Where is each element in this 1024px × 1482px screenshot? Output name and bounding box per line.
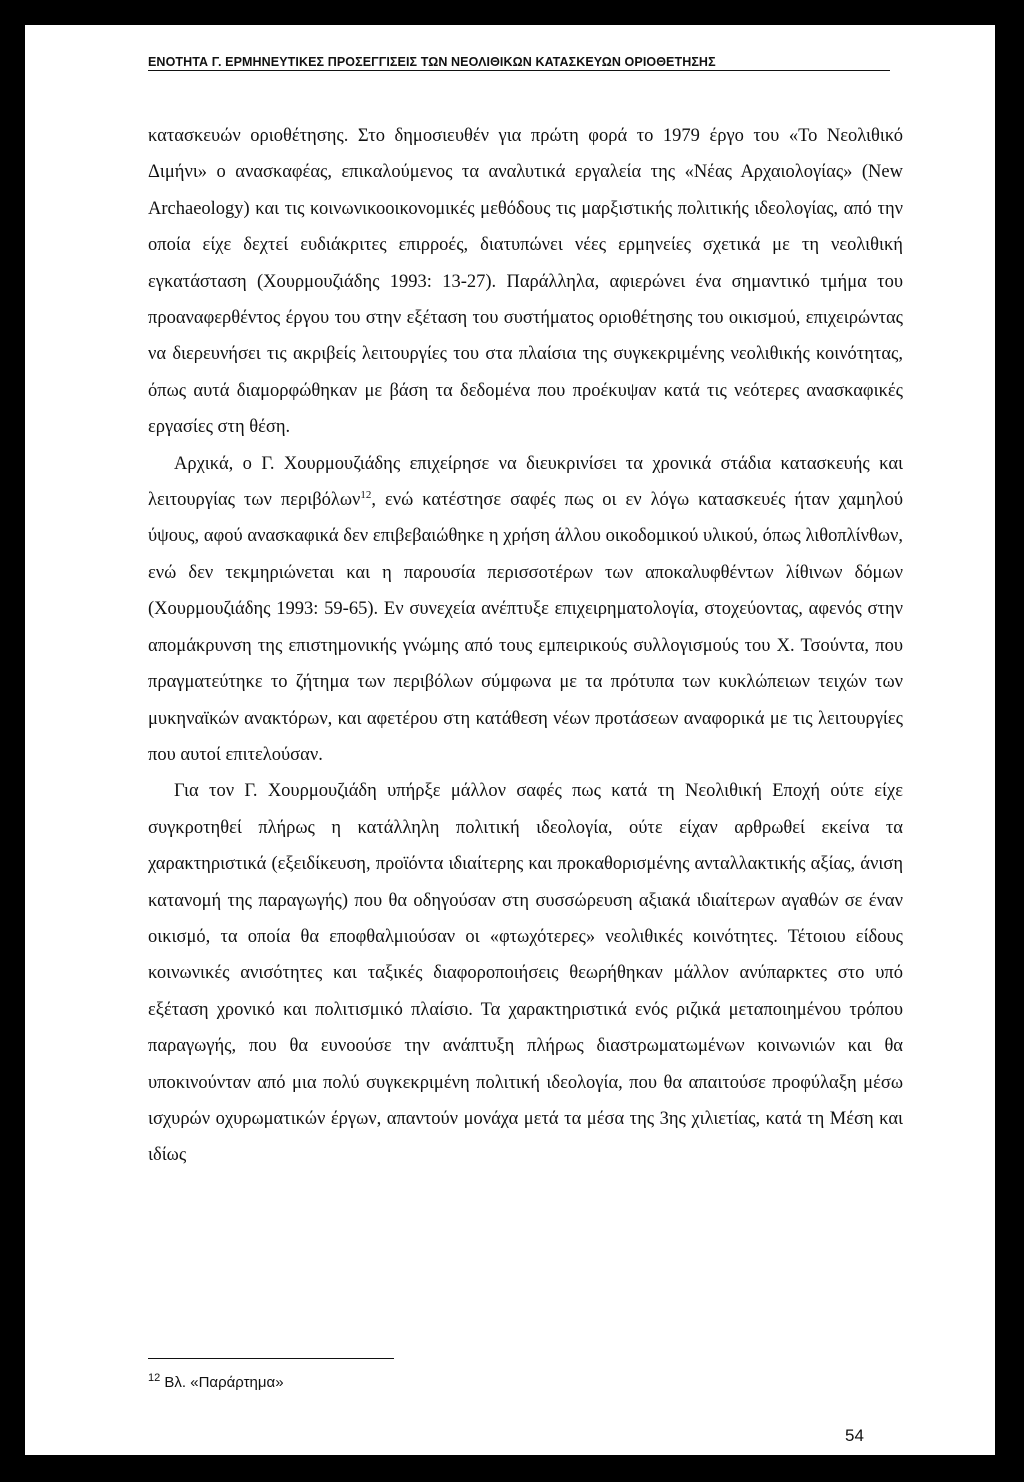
footnote-reference[interactable]: 12 [360,488,372,501]
paragraph-text: Αρχικά, ο Γ. Χουρμουζιάδης επιχείρησε να διευκρινίσει τα χρονικά στάδια κατασκευής και λειτουργίας των περιβόλων [148,453,903,511]
paragraph: κατασκευών οριοθέτησης. Στο δημοσιευθέν για πρώτη φορά το 1979 έργο του «Το Νεολιθικό Διμήνι» ο ανασκαφέας, επικαλούμενος τα αναλυτικά εργαλεία της «Νέας Αρχαιολογίας» (New Archaeology) και τις κοινωνικοοικονομικές μεθόδους τις μαρξιστικής πολιτικής ιδεολογίας, από την οποία είχε δεχτεί ευδιάκριτες επιρροές, διατυπώνει νέες ερμηνείες σχετικά με τη νεολιθική εγκατάσταση (Χουρμουζιάδης 1993: 13-27). Παράλληλα, αφιερώνει ένα σημαντικό τμήμα του προαναφερθέντος έργου του στην εξέταση του συστήματος οριοθέτησης του οικισμού, επιχειρώντας να διερευνήσει τις ακριβείς λειτουργίες του στα πλαίσια της συγκεκριμένης νεολιθικής κοινότητας, όπως αυτά διαμορφώθηκαν με βάση τα δεδομένα που προέκυψαν κατά τις νεότερες ανασκαφικές εργασίες στη θέση. [148,126,903,438]
footnote [148,1374,284,1391]
page-number: 54 [845,1426,864,1445]
paragraph [148,446,903,774]
paragraph: Για τον Γ. Χουρμουζιάδη υπήρξε μάλλον σαφές πως κατά τη Νεολιθική Εποχή ούτε είχε συγκροτηθεί πλήρως η κατάλληλη πολιτική ιδεολογία, ούτε είχαν αρθρωθεί εκείνα τα χαρακτηριστικά (εξειδίκευση, προϊόντα ιδιαίτερης και προκαθορισμένης ανταλλακτικής αξίας, άνιση κατανομή της παραγωγής) που θα οδηγούσαν στη συσσώρευση αξιακά ιδιαίτερων αγαθών σε έναν οικισμό, τα οποία θα εποφθαλμιούσαν οι «φτωχότερες» νεολιθικές κοινότητες. Τέτοιου είδους κοινωνικές ανισότητες και ταξικές διαφοροποιήσεις θεωρήθηκαν μάλλον ανύπαρκτες στο υπό εξέταση χρονικό και πολιτισμικό πλαίσιο. Τα χαρακτηριστικά ενός ριζικά μεταποιημένου τρόπου παραγωγής, που θα ευνοούσε την ανάπτυξη πλήρως διαστρωματωμένων κοινωνιών και θα υποκινούνταν από μια πολύ συγκεκριμένη πολιτική ιδεολογία, που θα απαιτούσε προφύλαξη μέσω ισχυρών οχυρωματικών έργων, απαντούν μονάχα μετά τα μέσα της 3ης χιλιετίας, κατά τη Μέση και ιδίως [148,781,903,1166]
footnote-separator [148,1358,394,1359]
footnote-number: 12 [148,1372,161,1384]
section-header: ΕΝΟΤΗΤΑ Γ. ΕΡΜΗΝΕΥΤΙΚΕΣ ΠΡΟΣΕΓΓΙΣΕΙΣ ΤΩΝ ΝΕΟΛΙΘΙΚΩΝ ΚΑΤΑΣΚΕΥΩΝ ΟΡΙΟΘΕΤΗΣΗΣ [148,55,890,71]
main-text [148,118,903,1174]
document-page [25,25,995,1455]
footnote-text: Βλ. «Παράρτημα» [160,1374,284,1391]
paragraph-text: , ενώ κατέστησε σαφές πως οι εν λόγω κατασκευές ήταν χαμηλού ύψους, αφού ανασκαφικά δεν επιβεβαιώθηκε η χρήση άλλου οικοδομικού υλικού, όπως λιθοπλίνθων, ενώ δεν τεκμηριώνεται και η παρουσία περισσοτέρων των αποκαλυφθέντων λίθινων δόμων (Χουρμουζιάδης 1993: 59-65). Εν συνεχεία ανέπτυξε επιχειρηματολογία, στοχεύοντας, αφενός στην απομάκρυνση της επιστημονικής γνώμης από τους εμπειρικούς συλλογισμούς του Χ. Τσούντα, που πραγματεύτηκε το ζήτημα των περιβόλων σύμφωνα με τα πρότυπα των κυκλώπειων τειχών των μυκηναϊκών ανακτόρων, και αφετέρου στη κατάθεση νέων προτάσεων αναφορικά με τις λειτουργίες που αυτοί επιτελούσαν. [148,490,903,765]
